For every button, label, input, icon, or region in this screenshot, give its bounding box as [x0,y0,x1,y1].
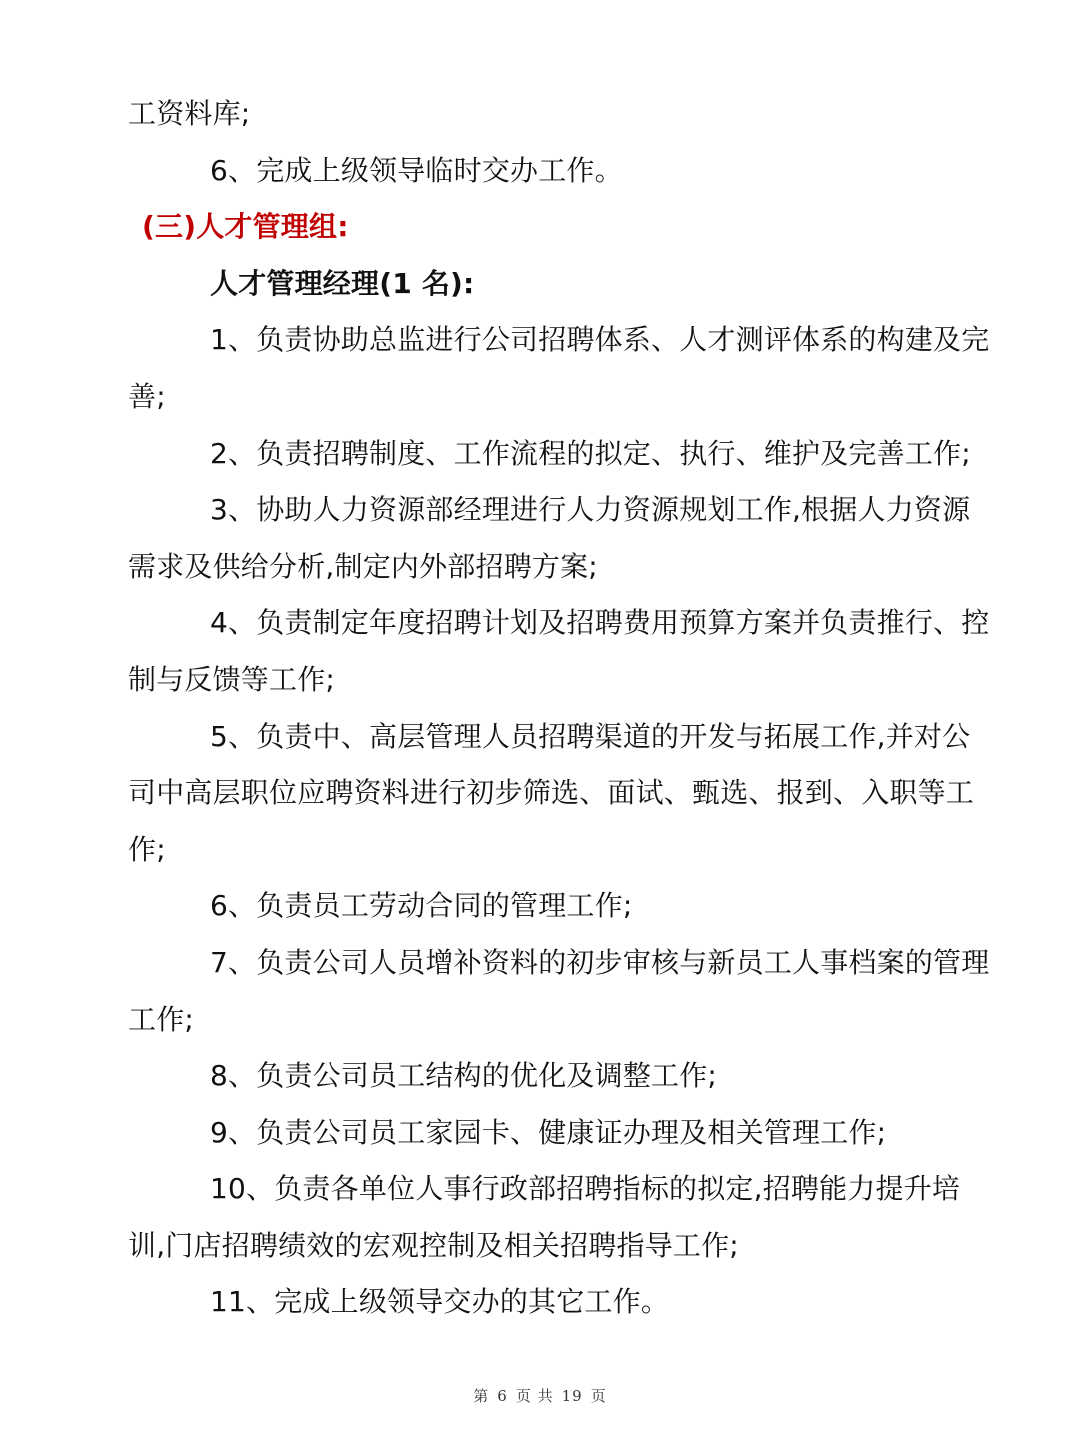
duty-item-11: 11、完成上级领导交办的其它工作。 [210,1285,670,1319]
duty-item-3: 3、协助人力资源部经理进行人力资源规划工作,根据人力资源 [210,493,971,527]
continuation-line: 工资料库; [128,97,251,130]
footer-page-number: 6 [497,1387,508,1405]
previous-item-6: 6、完成上级领导临时交办工作。 [210,153,623,187]
duty-item-1-cont: 善; [128,379,166,413]
duty-item-10: 10、负责各单位人事行政部招聘指标的拟定,招聘能力提升培 [210,1172,961,1206]
duty-item-10-cont: 训,门店招聘绩效的宏观控制及相关招聘指导工作; [128,1228,739,1262]
duty-item-8: 8、负责公司员工结构的优化及调整工作; [210,1059,718,1093]
duty-item-3-cont: 需求及供给分析,制定内外部招聘方案; [128,549,598,583]
duty-item-5: 5、负责中、高层管理人员招聘渠道的开发与拓展工作,并对公 [210,719,971,753]
role-title: 人才管理经理(1 名): [210,266,475,300]
footer-mid: 页 共 [515,1387,554,1405]
footer-page-total: 19 [561,1387,583,1405]
section-heading: (三)人才管理组: [142,210,349,244]
duty-item-7: 7、负责公司人员增补资料的初步审核与新员工人事档案的管理 [210,945,990,979]
footer-prefix: 第 [473,1387,490,1405]
duty-item-4: 4、负责制定年度招聘计划及招聘费用预算方案并负责推行、控 [210,606,990,640]
duty-item-5-end: 作; [128,832,166,866]
duty-item-4-cont: 制与反馈等工作; [128,662,336,696]
duty-item-6: 6、负责员工劳动合同的管理工作; [210,889,633,923]
duty-item-7-cont: 工作; [128,1002,195,1036]
duty-item-5-cont: 司中高层职位应聘资料进行初步筛选、面试、甄选、报到、入职等工 [128,776,975,810]
document-body [128,86,990,1331]
duty-item-9: 9、负责公司员工家园卡、健康证办理及相关管理工作; [210,1115,887,1149]
footer-suffix: 页 [590,1387,607,1405]
page-footer [0,1385,1080,1406]
duty-item-2: 2、负责招聘制度、工作流程的拟定、执行、维护及完善工作; [210,436,971,470]
duty-item-1: 1、负责协助总监进行公司招聘体系、人才测评体系的构建及完 [210,323,990,357]
